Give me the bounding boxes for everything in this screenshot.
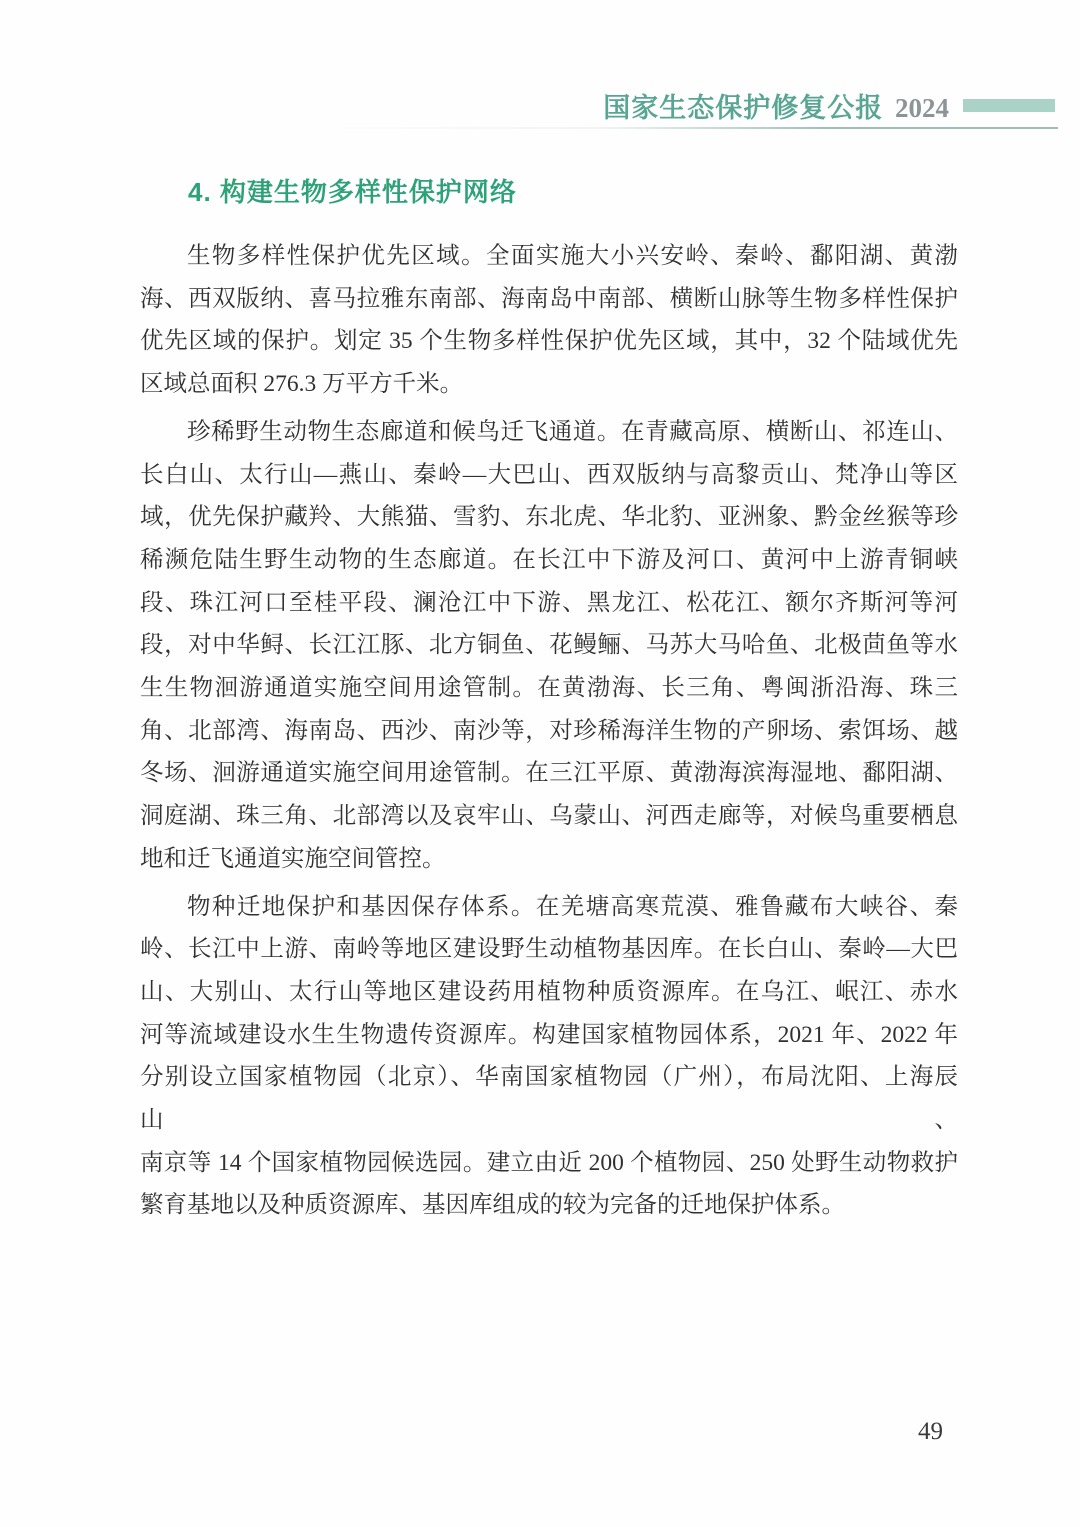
paragraph (140, 886, 958, 1228)
body-paragraphs (140, 235, 958, 1227)
paragraph-line: 稀濒危陆生野生动物的生态廊道。在长江中下游及河口、黄河中上游青铜峡 (140, 546, 958, 573)
page-content (140, 172, 958, 1232)
section-heading: 4. 构建生物多样性保护网络 (188, 177, 517, 207)
page-number: 49 (918, 1418, 943, 1445)
paragraph-line: 优先区域的保护。划定 35 个生物多样性保护优先区域，其中，32 个陆域优先 (140, 328, 958, 355)
paragraph-line: 山、大别山、太行山等地区建设药用植物种质资源库。在乌江、岷江、赤水 (140, 978, 958, 1005)
header-row (603, 88, 1055, 122)
paragraph-line: 域，优先保护藏羚、大熊猫、雪豹、东北虎、华北豹、亚洲象、黔金丝猴等珍 (140, 504, 958, 531)
paragraph-line: 岭、长江中上游、南岭等地区建设野生动植物基因库。在长白山、秦岭—大巴 (140, 936, 958, 963)
paragraph-line: 生物多样性保护优先区域。全面实施大小兴安岭、秦岭、鄱阳湖、黄渤 (187, 243, 958, 269)
paragraph-line: 地和迁飞通道实施空间管控。 (140, 845, 446, 872)
paragraph (140, 235, 958, 406)
paragraph-line: 河等流域建设水生生物遗传资源库。构建国家植物园体系，2021 年、2022 年 (140, 1021, 958, 1048)
paragraph-line: 珍稀野生动物生态廊道和候鸟迁飞通道。在青藏高原、横断山、祁连山、 (187, 418, 958, 445)
paragraph-line: 分别设立国家植物园（北京）、华南国家植物园（广州），布局沈阳、上海辰山、 (140, 1064, 958, 1134)
paragraph-line: 段，对中华鲟、长江江豚、北方铜鱼、花鳗鲡、马苏大马哈鱼、北极茴鱼等水 (140, 632, 958, 659)
paragraph-line: 段、珠江河口至桂平段、澜沧江中下游、黑龙江、松花江、额尔齐斯河等河 (140, 589, 958, 616)
paragraph-line: 生生物洄游通道实施空间用途管制。在黄渤海、长三角、粤闽浙沿海、珠三 (140, 675, 958, 702)
header-accent-bar (963, 99, 1055, 112)
page-header (0, 88, 1080, 130)
header-rule (300, 127, 1058, 129)
paragraph-line: 繁育基地以及种质资源库、基因库组成的较为完备的迁地保护体系。 (140, 1192, 845, 1219)
paragraph (140, 411, 958, 881)
paragraph-line: 物种迁地保护和基因保存体系。在羌塘高寒荒漠、雅鲁藏布大峡谷、秦 (187, 893, 958, 920)
paragraph-line: 长白山、太行山—燕山、秦岭—大巴山、西双版纳与高黎贡山、梵净山等区 (140, 461, 958, 488)
paragraph-line: 角、北部湾、海南岛、西沙、南沙等，对珍稀海洋生物的产卵场、索饵场、越 (140, 717, 958, 744)
header-title (603, 86, 949, 125)
paragraph-line: 区域总面积 276.3 万平方千米。 (140, 371, 464, 398)
paragraph-line: 南京等 14 个国家植物园候选园。建立由近 200 个植物园、250 处野生动物救护 (140, 1149, 958, 1176)
paragraph-line: 冬场、洄游通道实施空间用途管制。在三江平原、黄渤海滨海湿地、鄱阳湖、 (140, 760, 958, 787)
header-year: 2024 (895, 92, 949, 123)
header-title-text: 国家生态保护修复公报 (603, 92, 884, 123)
paragraph-line: 海、西双版纳、喜马拉雅东南部、海南岛中南部、横断山脉等生物多样性保护 (140, 285, 958, 312)
paragraph-line: 洞庭湖、珠三角、北部湾以及哀牢山、乌蒙山、河西走廊等，对候鸟重要栖息 (140, 803, 958, 830)
